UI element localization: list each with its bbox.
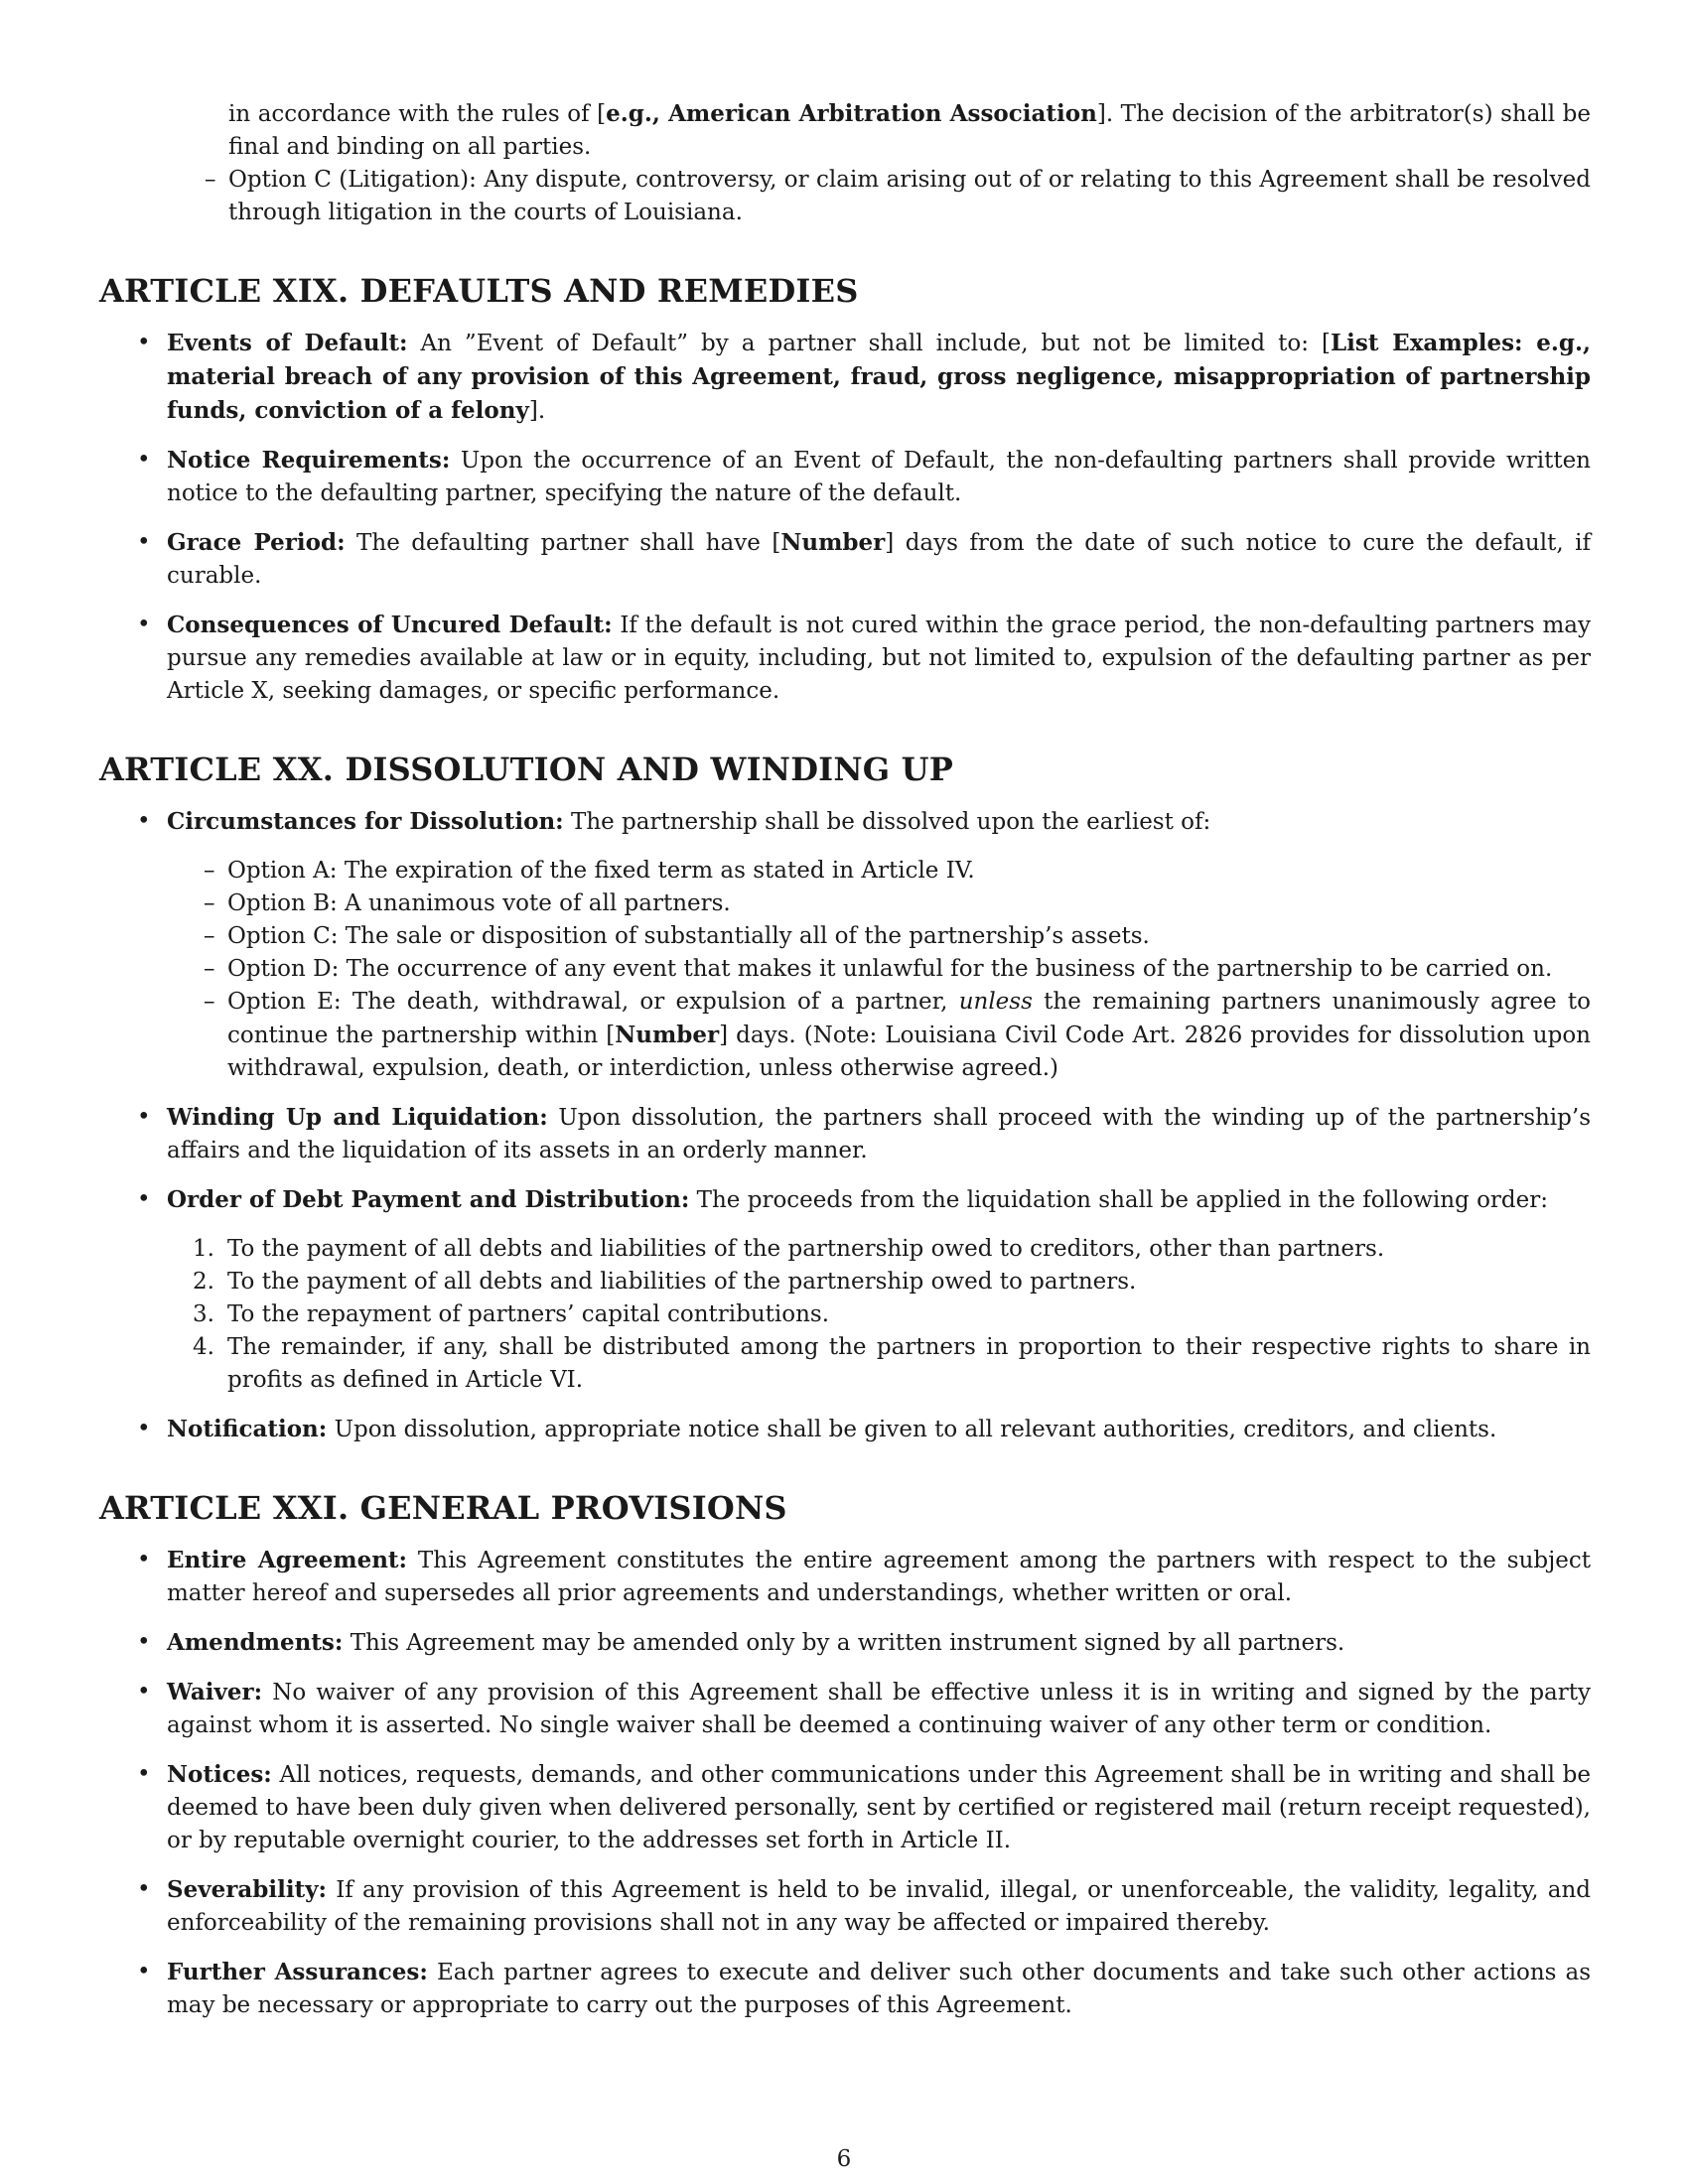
list-item: • Severability: If any provision of this Agreement is held to be invalid, illegal, or unenforceable, the validity, legality, and enforceability of the remaining provisions shall not in any way be affected or impaired thereby. (99, 1873, 1591, 1940)
dash-item: – Option C: The sale or disposition of substantially all of the partnership’s assets. (167, 920, 1591, 953)
dash-item: – Option D: The occurrence of any event that makes it unlawful for the business of the partnership to be carried on. (167, 953, 1591, 986)
document-page (99, 97, 1591, 2038)
numbered-item: 3. To the repayment of partners’ capital contributions. (193, 1301, 830, 1327)
litigation-option: – Option C (Litigation): Any dispute, controversy, or claim arising out of or relating to this Agreement shall be resolved through litigation in the courts of Louisiana. (99, 164, 1591, 229)
dash-item: – Option E: The death, withdrawal, or expulsion of a partner, unless the remaining partners unanimously agree to continue the partnership within [Number] days. (Note: Louisiana Civil Code Art. 2826 provides for dissolution upon withdrawal, expulsion, death, or interdiction, unless otherwise agreed.) (167, 986, 1591, 1085)
page-number: 6 (836, 2146, 852, 2172)
numbered-item: 2. To the payment of all debts and liabilities of the partnership owed to partners. (193, 1269, 1137, 1295)
dash-item: – Option A: The expiration of the fixed term as stated in Article IV. (167, 855, 1591, 887)
article-xx-heading: ARTICLE XX. DISSOLUTION AND WINDING UP (99, 751, 954, 788)
list-item: • Order of Debt Payment and Distribution: The proceeds from the liquidation shall be applied in the following order: 1. To the payment of all debts and liabilities of the partnership owed to creditors, other than partners. 2. To the payment of all debts and liabilities of the partnership owed to partners. 3. To the repayment of partners’ capital contributions. 4. The remainder, if any, shall be distributed among the partners in proportion to their respective rights to share in profits as defined in Article VI. (99, 1183, 1591, 1397)
list-item: • Notices: All notices, requests, demands, and other communications under this Agreement shall be in writing and shall be deemed to have been duly given when delivered personally, sent by certified or registered mail (return receipt requested), or by reputable overnight courier, to the addresses set forth in Article II. (99, 1758, 1591, 1857)
article-xx-list (99, 805, 1591, 1446)
payment-order-list (167, 1233, 1591, 1397)
list-item: • Winding Up and Liquidation: Upon dissolution, the partners shall proceed with the winding up of the partnership’s affairs and the liquidation of its assets in an orderly manner. (99, 1101, 1591, 1167)
arbitration-continuation: in accordance with the rules of [e.g., American Arbitration Association]. The decision of the arbitrator(s) shall be final and binding on all parties. (228, 100, 1591, 160)
article-xix-list (99, 327, 1591, 708)
article-xxi-list (99, 1544, 1591, 2022)
list-item: • Further Assurances: Each partner agrees to execute and deliver such other documents and take such other actions as may be necessary or appropriate to carry out the purposes of this Agreement. (99, 1956, 1591, 2022)
list-item: • Grace Period: The defaulting partner shall have [Number] days from the date of such notice to cure the default, if curable. (99, 526, 1591, 593)
article-xxi-heading: ARTICLE XXI. GENERAL PROVISIONS (99, 1489, 787, 1527)
list-item: • Amendments: This Agreement may be amended only by a written instrument signed by all partners. (99, 1626, 1591, 1660)
dash-item: – Option B: A unanimous vote of all partners. (167, 887, 1591, 920)
dissolution-options (167, 855, 1591, 1085)
list-item: • Events of Default: An ”Event of Default” by a partner shall include, but not be limited to: [List Examples: e.g., material breach of any provision of this Agreement, fraud, gross negligence, misappropriation of partnership funds, conviction of a felony]. (99, 327, 1591, 428)
list-item: • Notice Requirements: Upon the occurrence of an Event of Default, the non-defaulting partners shall provide written notice to the defaulting partner, specifying the nature of the default. (99, 444, 1591, 510)
numbered-item: 4. The remainder, if any, shall be distributed among the partners in proportion to their respective rights to share in profits as defined in Article VI. (193, 1334, 1591, 1393)
list-item: • Waiver: No waiver of any provision of this Agreement shall be effective unless it is in writing and signed by the party against whom it is asserted. No single waiver shall be deemed a continuing waiver of any other term or condition. (99, 1676, 1591, 1742)
list-item: • Entire Agreement: This Agreement constitutes the entire agreement among the partners with respect to the subject matter hereof and supersedes all prior agreements and understandings, whether written or oral. (99, 1544, 1591, 1610)
numbered-item: 1. To the payment of all debts and liabilities of the partnership owed to creditors, other than partners. (193, 1236, 1385, 1262)
list-item: • Notification: Upon dissolution, appropriate notice shall be given to all relevant authorities, creditors, and clients. (99, 1413, 1591, 1446)
list-item: • Circumstances for Dissolution: The partnership shall be dissolved upon the earliest of: – Option A: The expiration of the fixed term as stated in Article IV. – Option B: A unanimous vote of all partners. – Option C: The sale or disposition of substantially all of the partnership’s assets. – Option D: The occurrence of any event that makes it unlawful for the business of the partnership to be carried on. – Option E: The death, withdrawal, or expulsion of a partner, unless the remaining partners unanimously agree to continue the partnership within [Number] days. (Note: Louisiana Civil Code Art. 2826 provides for dissolution upon withdrawal, expulsion, death, or interdiction, unless otherwise agreed.) (99, 805, 1591, 1085)
list-item: • Consequences of Uncured Default: If the default is not cured within the grace period, the non-defaulting partners may pursue any remedies available at law or in equity, including, but not limited to, expulsion of the defaulting partner as per Article X, seeking damages, or specific performance. (99, 609, 1591, 708)
article-xix-heading: ARTICLE XIX. DEFAULTS AND REMEDIES (99, 272, 859, 310)
